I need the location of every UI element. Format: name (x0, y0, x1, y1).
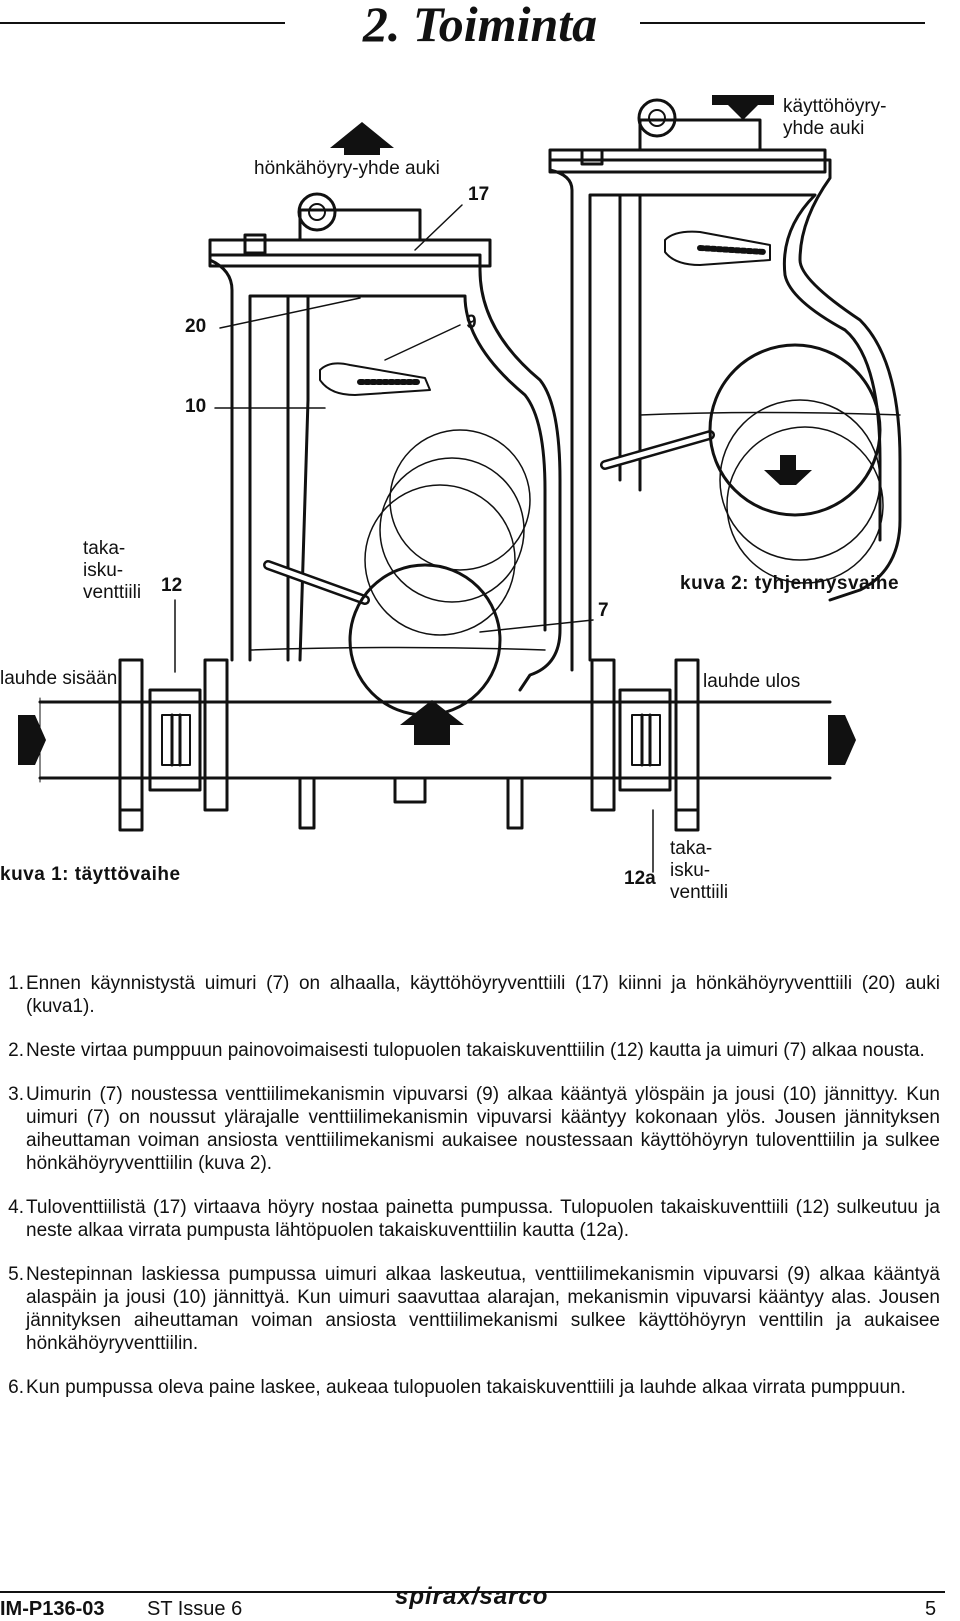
step-number: 6. (8, 1377, 24, 1398)
page-title: 2. Toiminta (362, 0, 598, 52)
pump-diagram (0, 60, 960, 940)
step-number: 2. (8, 1040, 24, 1061)
step-text: Tuloventtiilistä (17) virtaava höyry nostaa painetta pumpussa. Tulopuolen takaiskuventtiili (12) sulkeutuu ja neste alkaa virrata pumpusta lähtöpuolen takaiskuventtiilin kautta (12a). (26, 1197, 940, 1241)
check-valve-in-label: taka- isku- venttiili (83, 538, 142, 603)
fig1-caption: kuva 1: täyttövaihe (0, 864, 181, 885)
step-number: 5. (8, 1264, 24, 1285)
inlet-label: lauhde sisään (0, 668, 118, 689)
step-text: Neste virtaa pumppuun painovoimaisesti tulopuolen takaiskuventtiilin (12) kautta ja uimuri (7) alkaa nousta. (26, 1040, 925, 1061)
brand-logo: spirax/sarco (395, 1583, 549, 1610)
callout-9: 9 (466, 312, 477, 333)
honka-open-label: hönkähöyry-yhde auki (254, 158, 440, 179)
document-code: IM-P136-03 (0, 1598, 105, 1620)
fig2-caption: kuva 2: tyhjennysvaihe (680, 573, 900, 594)
step-5 (0, 1263, 940, 1355)
step-text: Nestepinnan laskiessa pumpussa uimuri alkaa laskeutua, venttiilimekanismin vipuvarsi (9) alkaa kääntyä alaspäin ja jousi (10) jännittyä. Kun uimuri saavuttaa alarajan, mekanismin vipuvarsi kääntyy alas. Jousen jännityksen aiheuttaman voiman ansiosta venttiilimekanismi sulkee käyttöhöyryn venttilin ja aukaisee hönkähöyryventtiilin. (26, 1264, 940, 1354)
pump-body-filling (210, 194, 560, 745)
check-valve-12 (120, 660, 227, 810)
outlet-label: lauhde ulos (703, 671, 801, 692)
callout-10: 10 (185, 396, 207, 417)
callout-12: 12 (161, 575, 183, 596)
page-number: 5 (925, 1598, 937, 1620)
step-text: Kun pumpussa oleva paine laskee, aukeaa tulopuolen takaiskuventtiili ja lauhde alkaa virrata pumppuun. (26, 1377, 906, 1398)
check-valve-out-label: taka- isku- venttiili (670, 838, 729, 903)
step-6 (0, 1376, 940, 1399)
step-number: 3. (8, 1084, 24, 1105)
check-valve-12a (592, 660, 698, 810)
step-number: 1. (8, 973, 24, 994)
kaytto-steam-arrow (712, 95, 774, 120)
callout-12a: 12a (624, 868, 656, 889)
step-number: 4. (8, 1197, 24, 1218)
leader-lines (175, 205, 653, 872)
kaytto-open-label: käyttöhöyry- yhde auki (783, 96, 887, 139)
step-text: Uimurin (7) noustessa venttiilimekanismin vipuvarsi (9) alkaa kääntyä ylöspäin ja jousi (10) jännittyy. Kun uimuri (7) on noussut ylärajalle venttiilimekanismin vipuvarsi kääntyy kokonaan ylös. Jousen jännityksen aiheuttaman voiman ansiosta venttiilimekanismi aukaisee noustessaan käyttöhöyryn tuloventtiilin ja sulkee hönkähöyryventtiilin (kuva 2). (26, 1084, 940, 1174)
outlet-arrow (828, 715, 856, 765)
step-1 (0, 972, 940, 1018)
callout-7: 7 (598, 600, 609, 621)
pump-legs (120, 778, 698, 830)
step-2 (0, 1039, 940, 1062)
operation-steps (0, 972, 940, 1420)
callout-20: 20 (185, 316, 207, 337)
callout-17: 17 (468, 184, 490, 205)
honka-steam-arrow (330, 122, 394, 155)
step-3 (0, 1083, 940, 1175)
issue-label: ST Issue 6 (147, 1598, 243, 1620)
step-text: Ennen käynnistystä uimuri (7) on alhaalla, käyttöhöyryventtiili (17) kiinni ja hönkähöyryventtiili (20) auki (kuva1). (26, 973, 940, 1017)
inlet-arrow (18, 715, 46, 765)
step-4 (0, 1196, 940, 1242)
